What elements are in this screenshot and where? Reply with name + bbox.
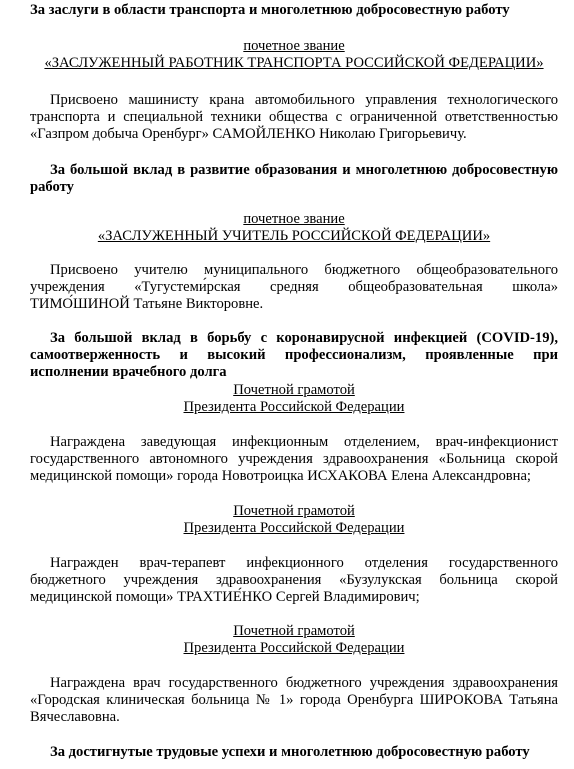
award-title-line1: Почетной грамотой <box>233 623 355 639</box>
award-title-line2: «ЗАСЛУЖЕННЫЙ УЧИТЕЛЬ РОССИЙСКОЙ ФЕДЕРАЦИИ» <box>97 228 491 244</box>
award-text: Присвоено машинисту крана автомобильного управления технологического транспорта и специальной техники общества с ограниченной ответственностью «Газпром добыча Оренбург» САМОЙЛЕНКО Николаю Григорьевичу. <box>30 92 558 142</box>
award-title-line1: Почетной грамотой <box>233 382 355 398</box>
section-heading: За заслуги в области транспорта и многолетнюю добросовестную работу <box>30 2 510 18</box>
award-title-line2: «ЗАСЛУЖЕННЫЙ РАБОТНИК ТРАНСПОРТА РОССИЙСКОЙ ФЕДЕРАЦИИ» <box>44 55 544 71</box>
award-title-line2: Президента Российской Федерации <box>183 640 405 656</box>
award-title-line1: почетное звание <box>243 38 345 54</box>
section-heading: За большой вклад в развитие образования и многолетнюю добросовестную работу <box>30 162 558 195</box>
award-text: Присвоено учителю муниципального бюджетного общеобразовательного учреждения «Тугустеми́рская средняя общеобразовательная школа» ТИМО́ШИНОЙ Татьяне Викторовне. <box>30 262 558 312</box>
award-title-line1: Почетной грамотой <box>233 503 355 519</box>
section-heading: За большой вклад в борьбу с коронавирусной инфекцией (COVID-19), самоотверженность и высокий профессионализм, проявленные при исполнении врачебного долга <box>30 330 558 380</box>
award-text: Награждена врач государственного бюджетного учреждения здравоохранения «Городская клиническая больница № 1» города Оренбурга ШИРОКОВА Татьяна Вячеславовна. <box>30 675 558 725</box>
award-text: Награждена заведующая инфекционным отделением, врач-инфекционист государственного автономного учреждения здравоохранения «Больница скорой медицинской помощи» города Новотроицка ИСХАКОВА Елена Александровна; <box>30 434 558 484</box>
award-title-line1: почетное звание <box>243 211 345 227</box>
award-title-line2: Президента Российской Федерации <box>183 520 405 536</box>
section-heading: За достигнутые трудовые успехи и многолетнюю добросовестную работу <box>50 744 530 760</box>
award-title-line2: Президента Российской Федерации <box>183 399 405 415</box>
award-text: Награжден врач-терапевт инфекционного отделения государственного бюджетного учреждения здравоохранения «Бузулукская больница скорой медицинской помощи» ТРАХТИЕ́НКО Сергей Владимирович; <box>30 555 558 605</box>
